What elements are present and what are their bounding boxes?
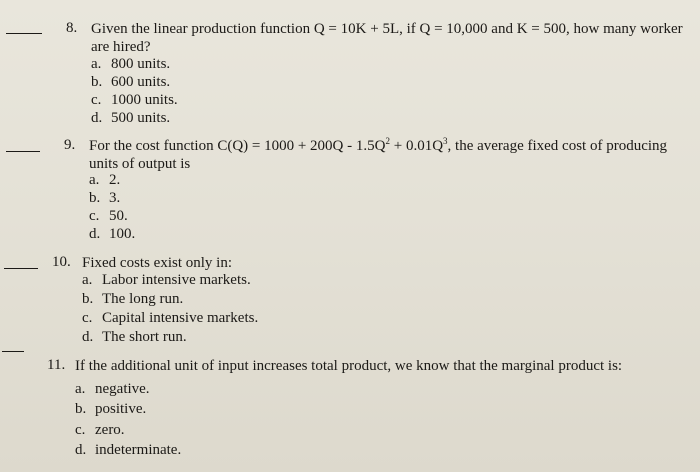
option-c	[89, 208, 128, 225]
option-text: negative.	[95, 381, 150, 397]
option-letter: b.	[82, 291, 94, 307]
option-letter: c.	[82, 310, 93, 326]
option-text: 800 units.	[111, 56, 171, 72]
option-c	[75, 422, 125, 439]
question-text-cont: units of output is	[89, 156, 191, 172]
option-text: indeterminate.	[95, 442, 182, 458]
question-text-cont: are hired?	[91, 39, 151, 55]
question-text-part: For the cost function C(Q) = 1000 + 200Q - 1.5Q	[89, 138, 386, 154]
question-number: 9.	[64, 137, 76, 153]
option-b	[82, 291, 183, 308]
option-letter: c.	[91, 92, 102, 108]
option-a	[82, 272, 251, 289]
question-text	[89, 137, 667, 155]
exponent: 3	[443, 136, 448, 146]
option-letter: b.	[89, 190, 101, 206]
option-c	[91, 92, 178, 109]
option-letter: c.	[89, 208, 100, 224]
option-d	[82, 329, 187, 346]
question-number: 11.	[47, 357, 66, 373]
option-letter: d.	[91, 110, 103, 126]
option-letter: d.	[89, 226, 101, 242]
option-letter: a.	[75, 381, 86, 397]
option-letter: b.	[75, 401, 87, 417]
option-a	[89, 172, 120, 189]
option-text: 3.	[109, 190, 121, 206]
option-text: zero.	[95, 422, 125, 438]
option-a	[91, 56, 170, 73]
option-d	[89, 226, 135, 243]
option-text: 1000 units.	[111, 92, 178, 108]
answer-blank[interactable]	[6, 151, 40, 152]
question-text: If the additional unit of input increases total product, we know that the marginal product is:	[75, 358, 623, 374]
option-b	[89, 190, 120, 207]
option-letter: a.	[82, 272, 93, 288]
question-text: Given the linear production function Q = 10K + 5L, if Q = 10,000 and K = 500, how many worker	[91, 21, 683, 37]
option-letter: a.	[91, 56, 102, 72]
option-text: Capital intensive markets.	[102, 310, 259, 326]
option-text: Labor intensive markets.	[102, 272, 251, 288]
option-c	[82, 310, 258, 327]
answer-blank[interactable]	[4, 268, 38, 269]
option-text: positive.	[95, 401, 147, 417]
option-b	[91, 74, 170, 91]
option-text: 2.	[109, 172, 121, 188]
option-b	[75, 401, 146, 418]
option-text: 50.	[109, 208, 128, 224]
option-letter: a.	[89, 172, 100, 188]
option-text: 500 units.	[111, 110, 171, 126]
answer-blank[interactable]	[2, 351, 24, 352]
option-letter: d.	[82, 329, 94, 345]
question-number: 10.	[52, 254, 71, 270]
question-number: 8.	[66, 20, 78, 36]
question-text-part: , the average fixed cost of producing	[447, 138, 668, 154]
exponent: 2	[385, 136, 390, 146]
option-a	[75, 381, 150, 398]
question-text-part: + 0.01Q	[389, 138, 444, 154]
answer-blank[interactable]	[6, 33, 42, 34]
option-text: The long run.	[102, 291, 184, 307]
option-text: The short run.	[102, 329, 187, 345]
question-text: Fixed costs exist only in:	[82, 255, 232, 271]
option-d	[75, 442, 181, 459]
option-letter: b.	[91, 74, 103, 90]
option-text: 600 units.	[111, 74, 171, 90]
option-d	[91, 110, 170, 127]
option-letter: d.	[75, 442, 87, 458]
option-text: 100.	[109, 226, 136, 242]
option-letter: c.	[75, 422, 86, 438]
